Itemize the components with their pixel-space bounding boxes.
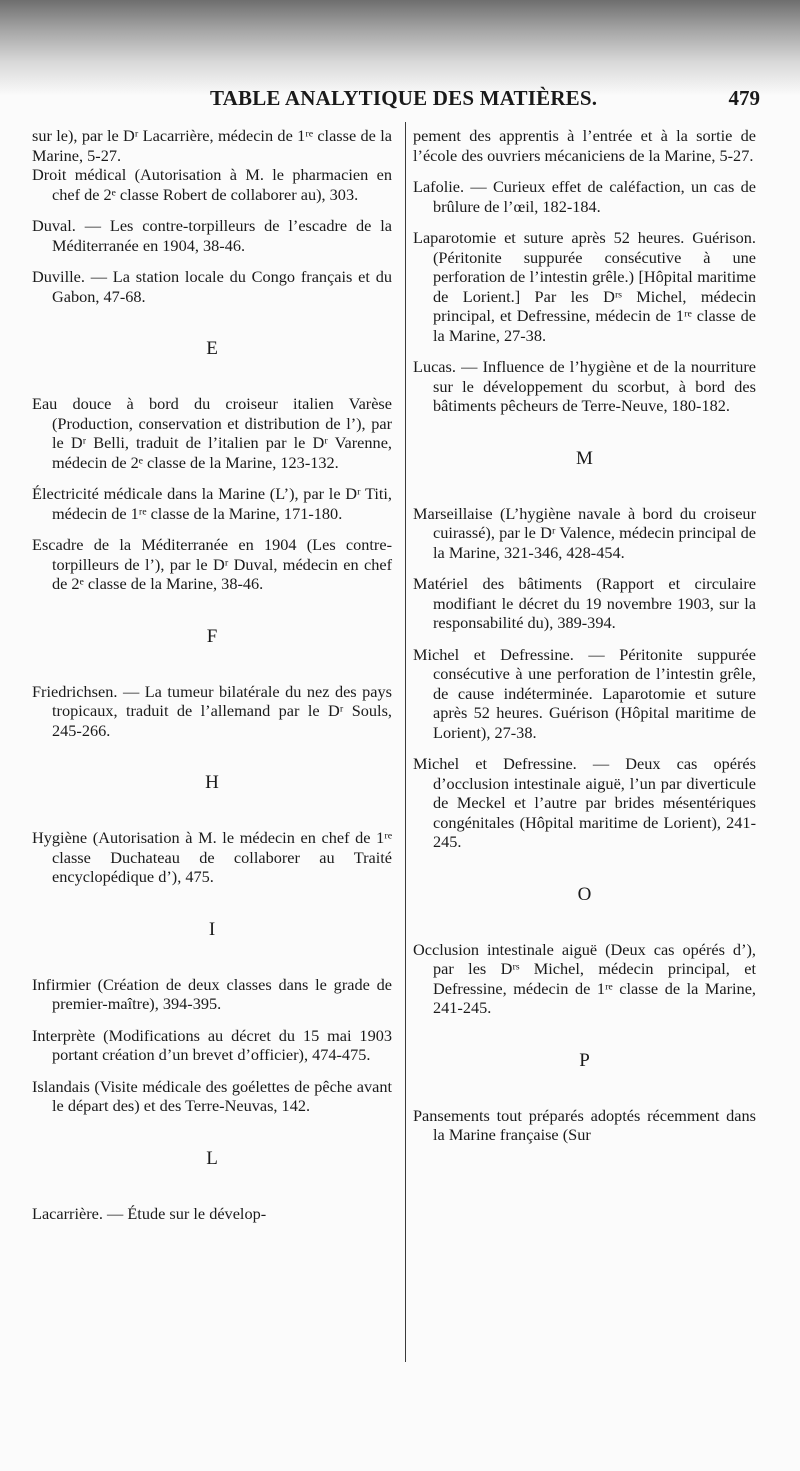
index-entry-occlusion: Occlusion intestinale aiguë (Deux cas opérés d’), par les Dʳˢ Michel, médecin principal, et Defressine, médecin de 1ʳᵉ classe de la Marine, 241-245. — [413, 939, 756, 1017]
index-entry-hygiene: Hygiène (Autorisation à M. le médecin en chef de 1ʳᵉ classe Duchateau de collaborer au Traité encyclopédique d’), 475. — [32, 828, 392, 886]
section-letter-h: H — [205, 772, 219, 793]
index-entry-duville: Duville. — La station locale du Congo français et du Gabon, 47-68. — [32, 267, 392, 306]
index-entry-michel-2: Michel et Defressine. — Deux cas opérés d’occlusion intestinale aiguë, l’un par diverticule de Meckel et l’autre par brides mésentériques congénitales (Hôpital maritime de Lorient), 241-245. — [413, 754, 756, 851]
column-divider — [405, 122, 406, 1362]
index-entry-interprete: Interprète (Modifications au décret du 15 mai 1903 portant création d’un brevet d’officier), 474-475. — [32, 1025, 392, 1064]
index-entry-lacarriere: Lacarrière. — Étude sur le dévelop- — [32, 1203, 267, 1223]
section-letter-p: P — [579, 1049, 590, 1071]
section-letter-m: M — [576, 447, 593, 469]
page-header — [205, 86, 760, 122]
index-entry-duval: Duval. — Les contre-torpilleurs de l’escadre de la Méditerranée en 1904, 38-46. — [32, 216, 392, 255]
index-entry-laparotomie: Laparotomie et suture après 52 heures. Guérison. (Péritonite suppurée consécutive à une perforation de l’intestin grêle.) [Hôpital maritime de Lorient.] Par les Dʳˢ Michel, médecin principal, et Defressine, médecin de 1ʳᵉ classe de la Marine, 27-38. — [413, 228, 756, 345]
page-number: 479 — [728, 86, 760, 110]
index-entry-pansements: Pansements tout préparés adoptés récemment dans la Marine française (Sur — [413, 1105, 756, 1144]
right-column — [413, 126, 756, 1157]
index-entry-infirmier: Infirmier (Création de deux classes dans le grade de premier-maître), 394-395. — [32, 974, 392, 1013]
index-entry-lucas: Lucas. — Influence de l’hygiène et de la nourriture sur le développement du scorbut, à bord des bâtiments pêcheurs de Terre-Neuve, 180-182. — [413, 357, 756, 415]
index-entry-lacarriere-cont-2: pement des apprentis à l’entrée et à la sortie de l’école des ouvriers mécaniciens de la Marine, 5-27. — [413, 126, 756, 165]
index-entry-friedrichsen: Friedrichsen. — La tumeur bilatérale du nez des pays tropicaux, traduit de l’allemand par le Dʳ Souls, 245-266. — [32, 681, 392, 740]
index-entry-lafolie: Lafolie. — Curieux effet de caléfaction, un cas de brûlure de l’œil, 182-184. — [413, 177, 756, 216]
section-letter-o: O — [577, 883, 592, 905]
section-letter-i: I — [208, 918, 216, 940]
index-entry-marseillaise: Marseillaise (L’hygiène navale à bord du croiseur cuirassé), par le Dʳ Valence, médecin principal de la Marine, 321-346, 428-454. — [413, 503, 756, 562]
index-entry-islandais: Islandais (Visite médicale des goélettes de pêche avant le départ des) et des Terre-Neuvas, 142. — [32, 1076, 392, 1115]
index-entry-eau-douce: Eau douce à bord du croiseur italien Varèse (Production, conservation et distribution de l’), par le Dʳ Belli, traduit de l’italien par le Dʳ Varenne, médecin de 2ᵉ classe de la Marine, 123-132. — [32, 394, 392, 472]
index-entry-electricite: Électricité médicale dans la Marine (L’), par le Dʳ Titi, médecin de 1ʳᵉ classe de la Marine, 171-180. — [32, 484, 392, 523]
section-letter-f: F — [206, 625, 218, 647]
index-entry-escadre: Escadre de la Méditerranée en 1904 (Les contre-torpilleurs de l’), par le Dʳ Duval, médecin en chef de 2ᵉ classe de la Marine, 38-46. — [32, 535, 392, 593]
index-entry-michel-1: Michel et Defressine. — Péritonite suppurée consécutive à une perforation de l’intestin grêle, de cause indéterminée. Laparotomie et suture après 52 heures. Guérison (Hôpital maritime de Lorient), 27-38. — [413, 644, 756, 742]
section-letter-e: E — [206, 338, 218, 359]
index-entry-droit-medical: Droit médical (Autorisation à M. le pharmacien en chef de 2ᵉ classe Robert de collaborer au), 303. — [32, 165, 392, 204]
index-entry-lacarriere-cont: sur le), par le Dʳ Lacarrière, médecin de 1ʳᵉ classe de la Marine, 5-27. — [32, 126, 392, 165]
left-column — [32, 126, 392, 1235]
index-entry-materiel: Matériel des bâtiments (Rapport et circulaire modifiant le décret du 19 novembre 1903, sur la responsabilité du), 389-394. — [413, 574, 756, 632]
running-title: TABLE ANALYTIQUE DES MATIÈRES. — [210, 86, 598, 110]
section-letter-l: L — [206, 1147, 218, 1169]
scan-top-shading — [0, 0, 800, 96]
